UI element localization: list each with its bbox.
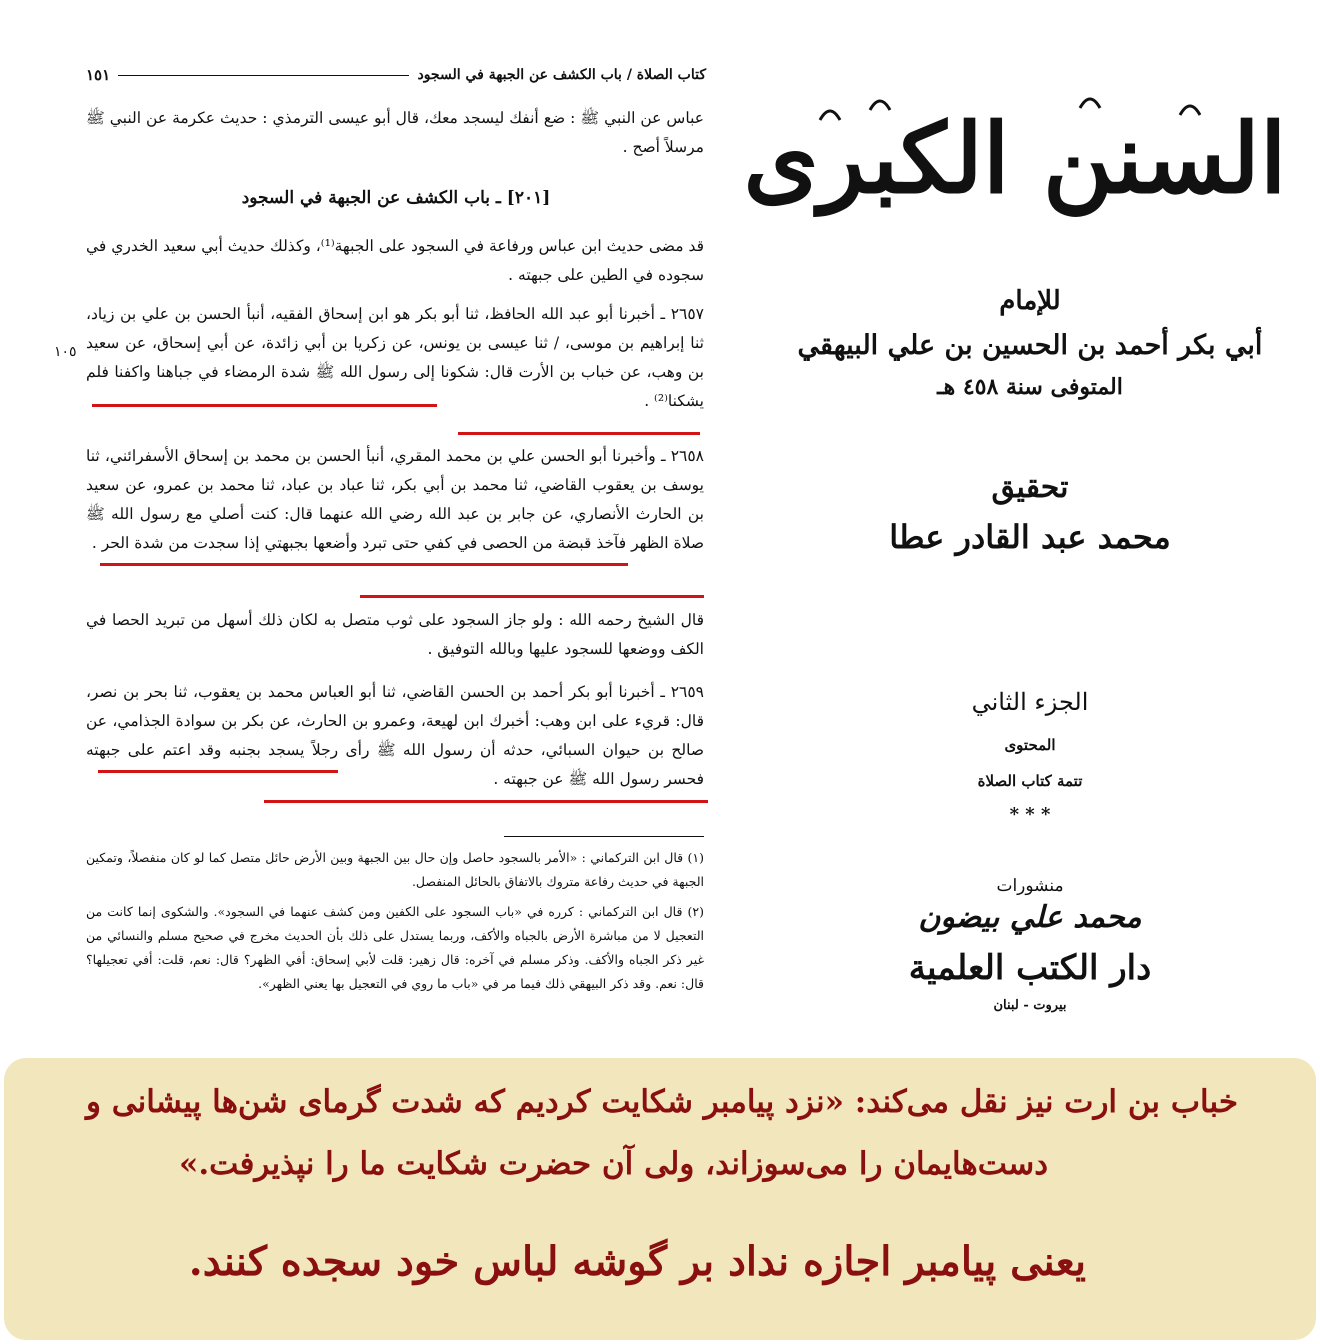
caption-line-2: دست‌هایمان را می‌سوزاند، ولی آن حضرت شکایت ما را نپذیرفت.»: [178, 1146, 1048, 1182]
hadith-2659: ٢٦٥٩ ـ أخبرنا أبو بكر أحمد بن الحسن القاضي، ثنا أبو العباس محمد بن يعقوب، ثنا بحر بن نصر، قال: قريء على ابن وهب: أخبرك ابن لهيعة، وعمرو بن الحارث، عن بكر بن سوادة الجذامي، عن صالح بن حيوان السبائي، حدثه أن رسول الله ﷺ رأى رجلاً يسجد بجنبه وقد اعتم على جبهته فحسر رسول الله ﷺ عن جبهته .: [86, 683, 704, 788]
highlight-underline: [264, 800, 708, 803]
running-title: كتاب الصلاة / باب الكشف عن الجبهة في السجود: [417, 67, 706, 83]
highlight-underline: [98, 770, 338, 773]
chapter-title: [٢٠١] ـ باب الكشف عن الجبهة في السجود: [241, 188, 551, 208]
title-page: [743, 60, 1300, 1030]
hadith-2658: ٢٦٥٨ ـ وأخبرنا أبو الحسن علي بن محمد المقري، أنبأ الحسن بن محمد بن إسحاق الأسفرائني، ثنا يوسف بن يعقوب القاضي، ثنا محمد بن أبي بكر، ثنا عباد بن عباد، ثنا محمد بن عمرو، عن سعيد بن الحارث الأنصاري، عن جابر بن عبد الله رضي الله عنهما قال: كنت أصلي مع رسول الله ﷺ صلاة الظهر فآخذ قبضة من الحصى في كفي حتى تبرد وأضعها بجبهتي إذا سجدت من شدة الحر .: [86, 447, 704, 552]
footnote-rule: [504, 836, 704, 837]
intro-paragraph: عباس عن النبي ﷺ : ضع أنفك ليسجد معك، قال أبو عيسى الترمذي : حديث عكرمة عن النبي ﷺ مرسلاً أصح .: [86, 109, 704, 156]
chapter-intro: قد مضى حديث ابن عباس ورفاعة في السجود على الجبهة⁽¹⁾، وكذلك حديث أبي سعيد الخدري في سجوده في الطين على جبهته .: [86, 237, 705, 284]
author-death: المتوفى سنة ٤٥٨ هـ: [937, 374, 1123, 400]
running-header: [86, 60, 706, 90]
hadith-2657: ٢٦٥٧ ـ أخبرنا أبو عبد الله الحافظ، ثنا أبو بكر هو ابن إسحاق الفقيه، أنبأ الحسن بن علي بن زياد، ثنا إبراهيم بن موسى، / ثنا عيسى بن يونس، عن زكريا بن أبي زائدة، عن أبي إسحاق، عن سعيد بن وهب، عن خباب بن الأرت قال: شكونا إلى رسول الله ﷺ شدة الرمضاء في جباهنا واكفنا فلم يشكنا⁽²⁾ .: [86, 305, 704, 410]
contents-label: المحتوى: [1004, 736, 1056, 754]
publisher-house: دار الكتب العلمية: [908, 948, 1152, 988]
volume-label: الجزء الثاني: [971, 688, 1089, 716]
lil-imam: للإمام: [999, 286, 1061, 316]
publisher-label: منشورات: [996, 876, 1064, 896]
author-name: أبي بكر أحمد بن الحسين بن علي البيهقي: [797, 330, 1263, 361]
highlight-underline: [100, 563, 628, 566]
contents-value: تتمة كتاب الصلاة: [977, 772, 1083, 790]
tahqiq-label: تحقيق: [991, 470, 1069, 505]
stars-divider: * * *: [1009, 804, 1051, 825]
book-title-calligraphy: [743, 80, 1287, 250]
header-rule: [118, 75, 409, 76]
publisher-city: بيروت - لبنان: [993, 998, 1067, 1013]
book-title: السنن الكبرى: [743, 102, 1287, 215]
caption-line-1: خباب بن ارت نیز نقل می‌کند: «نزد پیامبر شکایت کردیم که شدت گرمای شن‌ها پیشانی و: [86, 1084, 1238, 1120]
highlight-underline: [92, 404, 437, 407]
editor-name: محمد عبد القادر عطا: [889, 518, 1171, 556]
highlight-underline: [360, 595, 704, 598]
shaykh-note: قال الشيخ رحمه الله : ولو جاز السجود على ثوب متصل به لكان ذلك أسهل من تبريد الحصا في الكف ووضعها للسجود عليها وبالله التوفيق .: [86, 611, 704, 658]
caption-line-3: یعنی پیامبر اجازه نداد بر گوشه لباس خود سجده کنند.: [188, 1238, 1086, 1285]
footnote-2: (٢) قال ابن التركماني : كرره في «باب السجود على الكفين ومن كشف عنهما في السجود». والشكوى إنما كانت من التعجيل لا من مباشرة الأرض بالجباه والأكف، وربما يستدل على ذلك بأن الحديث مخرج في صحيح مسلم والنسائي من غير ذكر الجباه والأكف. وذكر مسلم في آخره: قال زهير: قلت لأبي إسحاق: أفي الظهر؟ قال: نعم، قلت: أفي تعجيلها؟ قال: نعم. وقد ذكر البيهقي ذلك فيما مر في «باب ما روي في التعجيل بها يعني الظهر».: [86, 904, 704, 991]
persian-caption-box: [4, 1058, 1316, 1340]
highlight-underline: [458, 432, 700, 435]
footnote-1: (١) قال ابن التركماني : «الأمر بالسجود حاصل وإن حال بين الجبهة وبين الأرض حائل متصل كما لو كان منفصلاً، وتمكين الجبهة في حديث رفاعة متروك بالاتفاق بالحائل المنفصل.: [86, 850, 704, 889]
margin-number: ١٠٥: [54, 344, 77, 360]
publisher-name: محمد علي بيضون: [918, 900, 1142, 935]
page-number: ١٥١: [86, 66, 111, 84]
